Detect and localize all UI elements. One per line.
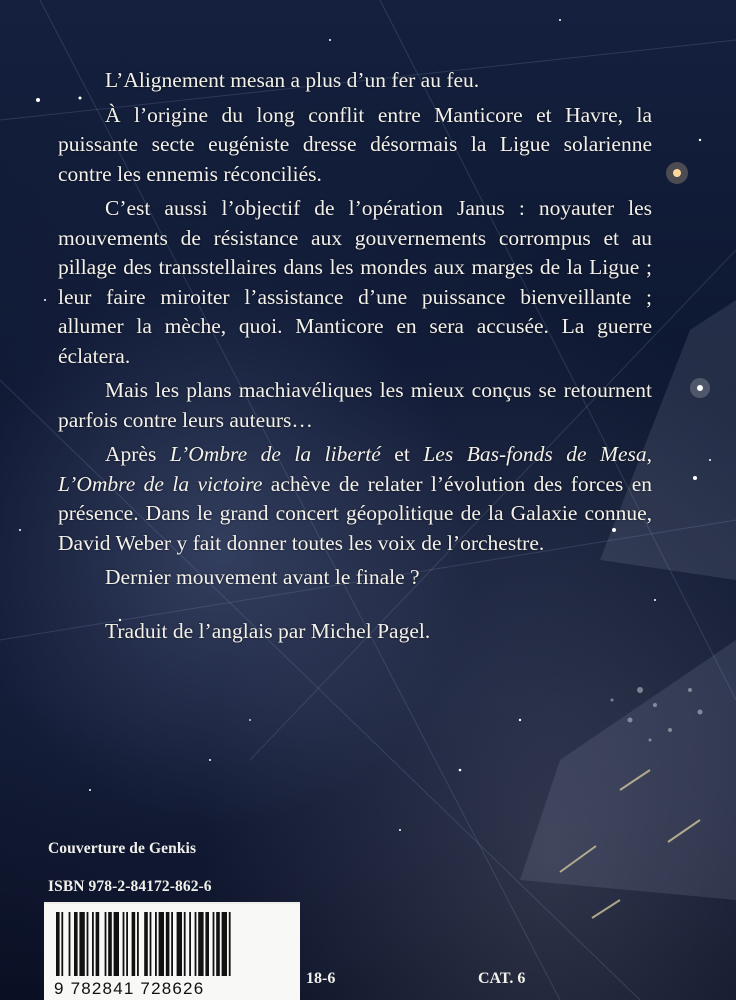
blurb-paragraph-2: À l’origine du long conflit entre Manticore et Havre, la puissante secte eugéniste dresse désormais la Ligue solarienne contre les ennemis réconciliés. — [58, 102, 652, 186]
book-title-1: L’Ombre de la liberté — [169, 442, 381, 466]
p5-text-a: Après — [105, 442, 170, 466]
blurb-text — [58, 66, 652, 651]
category-code: CAT. 6 — [478, 970, 526, 987]
isbn-number: ISBN 978-2-84172-862-6 — [48, 878, 212, 895]
price-code: 18-6 — [306, 970, 336, 987]
blurb-paragraph-3: C’est aussi l’objectif de l’opération Janus : noyauter les mouvements de résistance aux gouvernements corrompus et au pillage des transstellaires dans les mondes aux marges de la Ligue ; leur faire miroiter l’assistance d’une puissance bienveillante ; allumer la mèche, quoi. Manticore en sera accusée. La guerre éclatera. — [58, 196, 652, 368]
barcode-digits: 9 782841 728626 — [54, 979, 205, 998]
barcode-bars — [54, 912, 290, 976]
blurb-paragraph-1: L’Alignement mesan a plus d’un fer au feu. — [105, 68, 480, 92]
blurb-paragraph-6: Dernier mouvement avant le finale ? — [105, 565, 420, 589]
barcode — [44, 902, 300, 1000]
p5-text-c: , — [646, 442, 652, 466]
p5-text-b: et — [380, 442, 424, 466]
translator-credit: Traduit de l’anglais par Michel Pagel. — [105, 618, 431, 643]
cover-artist-credit: Couverture de Genkis — [48, 840, 197, 857]
book-title-3: L’Ombre de la victoire — [58, 471, 263, 496]
blurb-paragraph-4: Mais les plans machiavéliques les mieux conçus se retournent parfois contre leurs auteurs… — [58, 378, 652, 432]
blurb-paragraph-5 — [58, 440, 652, 558]
p5-text-d: achève de relater l’évolution des forces en présence. Dans le grand concert géopolitique de la Galaxie connue, David Weber y fait donner toutes les voix de l’orchestre. — [58, 471, 652, 555]
book-title-2: Les Bas-fonds de Mesa — [423, 442, 647, 466]
